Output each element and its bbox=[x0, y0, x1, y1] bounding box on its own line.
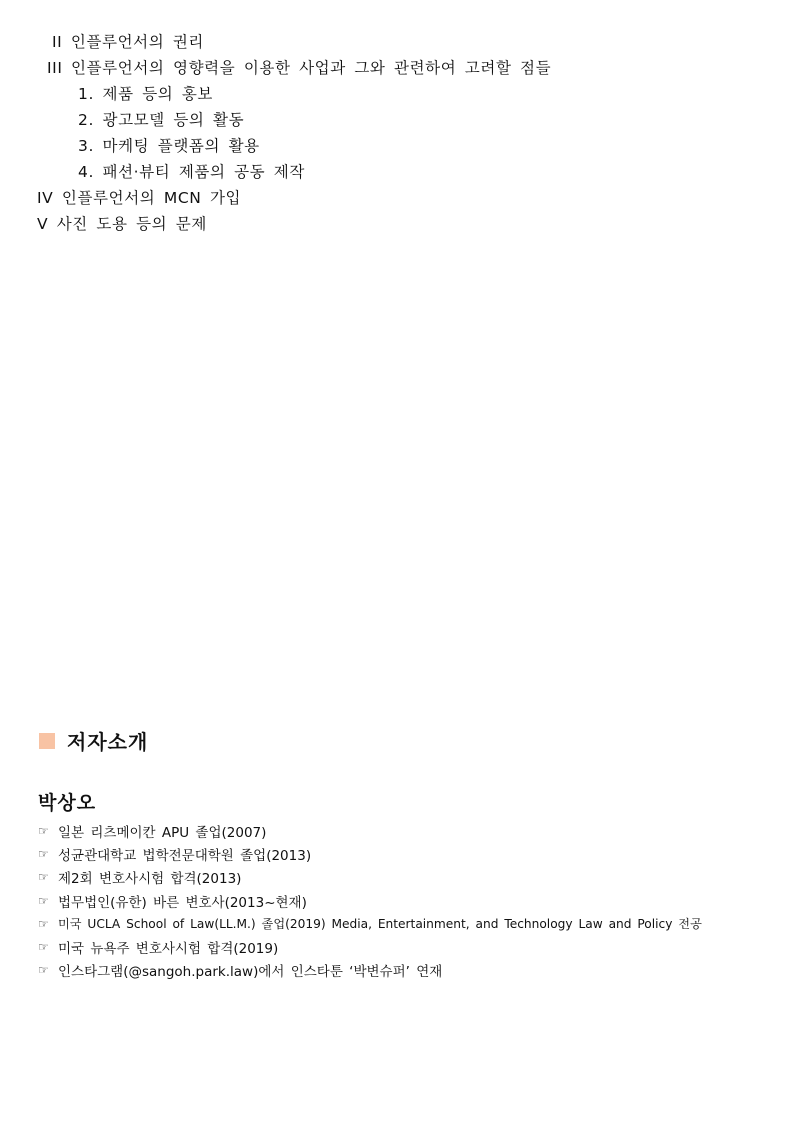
bio-text: 일본 리츠메이칸 APU 졸업(2007) bbox=[58, 824, 267, 841]
bio-text: 인스타그램(@sangoh.park.law)에서 인스타툰 ‘박변슈퍼’ 연재 bbox=[58, 964, 443, 981]
list-item bbox=[38, 935, 778, 958]
toc-item-3-1: 1. 제품 등의 홍보 bbox=[78, 85, 214, 103]
author-name: 박상오 bbox=[38, 792, 97, 814]
pointing-hand-icon: ☞ bbox=[38, 846, 49, 861]
pointing-hand-icon: ☞ bbox=[38, 963, 49, 978]
toc-item-chapter-4: IV 인플루언서의 MCN 가입 bbox=[37, 189, 242, 207]
toc-item-chapter-3: III 인플루언서의 영향력을 이용한 사업과 그와 관련하여 고려할 점들 bbox=[47, 59, 552, 77]
bio-text: 미국 뉴욕주 변호사시험 합격(2019) bbox=[58, 941, 279, 958]
bio-text: 법무법인(유한) 바른 변호사(2013~현재) bbox=[58, 894, 307, 911]
list-item bbox=[38, 959, 778, 982]
toc-item-3-3: 3. 마케팅 플랫폼의 활용 bbox=[78, 137, 260, 155]
author-bio-list bbox=[38, 819, 778, 982]
bio-text: 성균관대학교 법학전문대학원 졸업(2013) bbox=[58, 847, 312, 864]
toc-item-chapter-2: II 인플루언서의 권리 bbox=[52, 33, 204, 51]
pointing-hand-icon: ☞ bbox=[38, 940, 49, 955]
pointing-hand-icon: ☞ bbox=[38, 916, 49, 931]
bio-text: 제2회 변호사시험 합격(2013) bbox=[58, 871, 242, 888]
pointing-hand-icon: ☞ bbox=[38, 823, 49, 838]
list-item bbox=[38, 819, 778, 842]
list-item bbox=[38, 889, 778, 912]
section-title: 저자소개 bbox=[67, 730, 149, 754]
toc-item-3-4: 4. 패션·뷰티 제품의 공동 제작 bbox=[78, 163, 305, 181]
list-item bbox=[38, 866, 778, 889]
list-item bbox=[38, 842, 778, 865]
list-item bbox=[38, 912, 778, 935]
square-bullet-icon bbox=[39, 733, 55, 749]
toc-item-chapter-5: V 사진 도용 등의 문제 bbox=[37, 215, 207, 233]
bio-text: 미국 UCLA School of Law(LL.M.) 졸업(2019) Media, Entertainment, and Technology Law and Policy 전공 bbox=[58, 917, 702, 932]
toc-item-3-2: 2. 광고모델 등의 활동 bbox=[78, 111, 245, 129]
author-section-header bbox=[39, 726, 148, 755]
pointing-hand-icon: ☞ bbox=[38, 870, 49, 885]
pointing-hand-icon: ☞ bbox=[38, 893, 49, 908]
